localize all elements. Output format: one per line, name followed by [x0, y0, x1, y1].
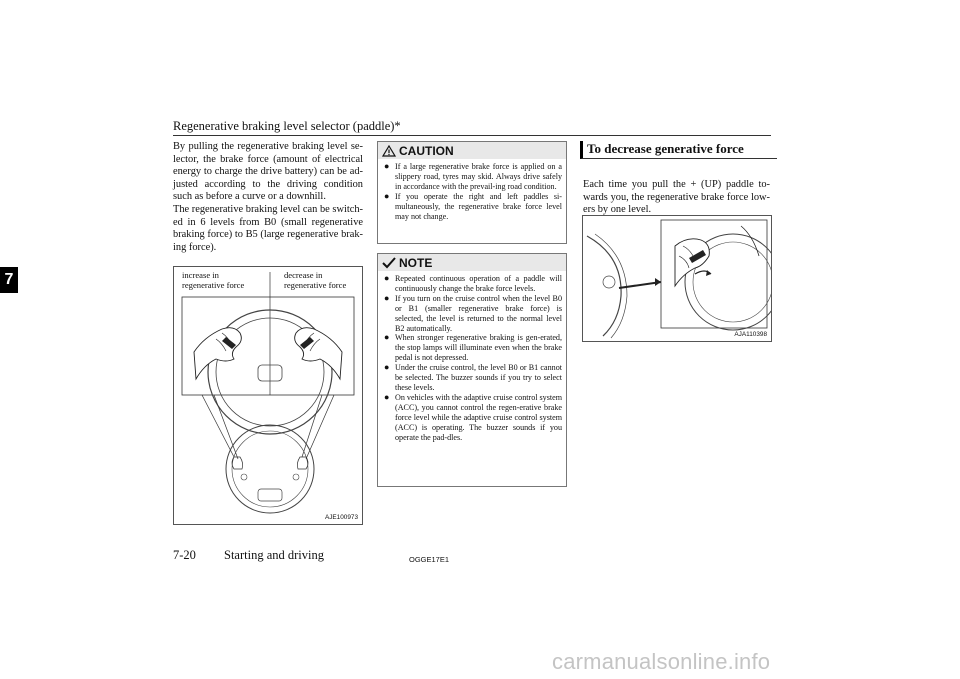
steering-wheel-illustration	[174, 267, 362, 524]
caution-list	[378, 162, 566, 221]
header-rule	[173, 135, 771, 136]
page-header-title: Regenerative braking level selector (paddle)*	[173, 119, 401, 133]
list-item: ● If a large regenerative brake force is applied on a slippery road, tyres may skid. Always drive safely in accordance with the prevail-ing road condition.	[384, 161, 562, 191]
bullet-icon: ●	[384, 273, 390, 283]
note-header	[378, 254, 566, 271]
page-number: 7-20	[173, 548, 196, 562]
increase-force-label: increase in regenerative force	[182, 270, 245, 290]
document-code: OGGE17E1	[409, 555, 450, 564]
note-list	[378, 274, 566, 442]
list-item: ● Repeated continuous operation of a paddle will continuously change the brake force levels.	[384, 273, 562, 293]
paddle-pull-illustration	[583, 216, 771, 341]
caution-header	[378, 142, 566, 159]
figure-code: AJE100973	[324, 514, 358, 521]
list-item: ● If you operate the right and left paddles si-multaneously, the regenerative brake force level may not change.	[384, 190, 562, 221]
watermark: carmanualsonline.info	[552, 649, 771, 674]
bullet-icon: ●	[384, 362, 390, 373]
bullet-icon: ●	[384, 292, 390, 303]
footer-section-title: Starting and driving	[224, 548, 324, 562]
bullet-icon: ●	[384, 332, 390, 343]
intro-paragraph-2: The regenerative braking level can be switch-ed in 6 levels from B0 (small regenerative braking force) to B5 (large regenerative brak-ing force).	[173, 203, 363, 253]
list-item: ● On vehicles with the adaptive cruise control system (ACC), you cannot control the regen-erative brake force level while the adaptive cruise control system (ACC) is operating. The buzzer sounds if you operate the pad-dles.	[384, 391, 563, 442]
decrease-force-label: decrease in regenerative force	[284, 270, 347, 290]
bullet-icon: ●	[384, 190, 390, 201]
bullet-icon: ●	[384, 391, 390, 402]
caution-box	[377, 141, 567, 244]
warning-triangle-icon	[382, 145, 396, 157]
paddle-pull-figure	[582, 215, 772, 342]
intro-paragraph-1: By pulling the regenerative braking level se-lector, the brake force (amount of electrical energy to charge the drive battery) can be ad-justed according to the driving condition such as before a curve or a downhill.	[173, 141, 363, 203]
list-item: ● Under the cruise control, the level B0 or B1 cannot be selected. The buzzer sounds if you try to select these levels.	[384, 362, 562, 392]
paddle-figure	[173, 266, 363, 525]
figure-code: AJA110398	[734, 331, 767, 338]
section-heading: To decrease generative force	[580, 141, 777, 159]
caution-title: CAUTION	[399, 143, 454, 158]
chapter-tab: 7	[0, 267, 18, 293]
list-item: ● If you turn on the cruise control when the level B0 or B1 (smaller regenerative brake force) is selected, the level is returned to the normal level B2 automatically.	[384, 292, 562, 333]
note-box	[377, 253, 567, 487]
list-item: ● When stronger regenerative braking is gen-erated, the stop lamps will illuminate even when the brake pedal is not depressed.	[384, 332, 562, 363]
section-body: Each time you pull the + (UP) paddle to-wards you, the regenerative brake force low-ers by one level.	[583, 179, 770, 216]
intro-text	[173, 141, 363, 254]
note-title: NOTE	[399, 255, 433, 270]
bullet-icon: ●	[384, 161, 390, 171]
check-icon	[382, 257, 396, 269]
